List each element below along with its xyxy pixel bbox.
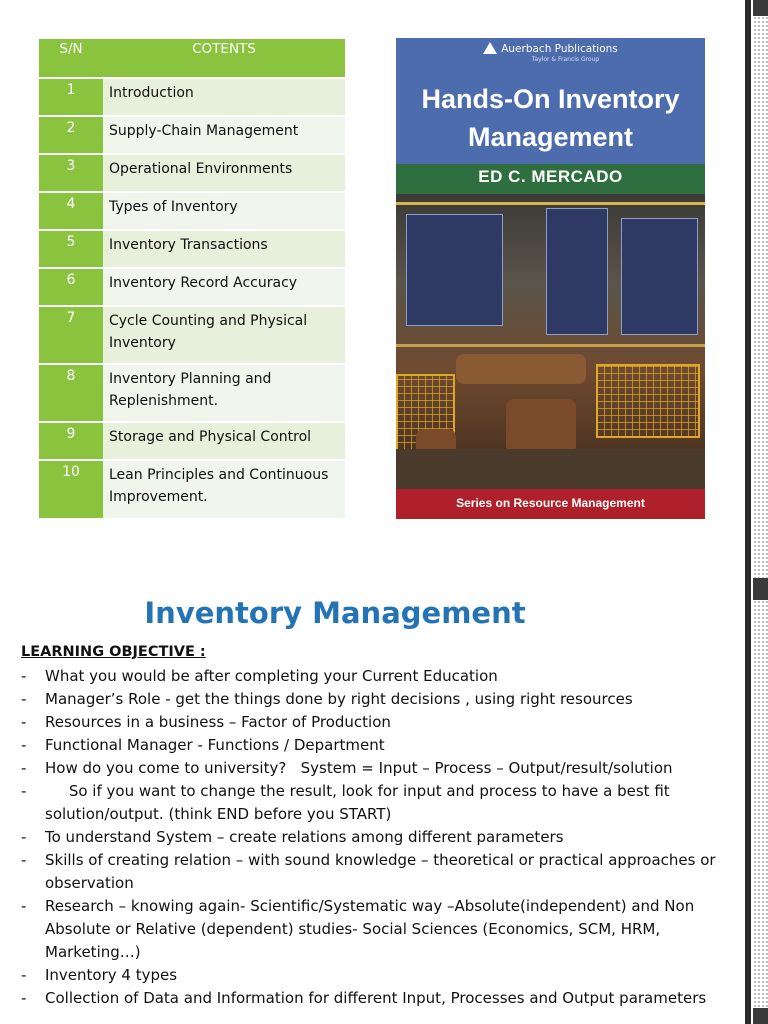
bullet-marker: -	[21, 989, 27, 1007]
list-item-text: Collection of Data and Information for different Input, Processes and Output parameters	[45, 989, 707, 1007]
bullet-marker: -	[21, 713, 27, 731]
warehouse-photo	[396, 194, 705, 489]
list-item	[21, 665, 726, 688]
publisher-label	[396, 42, 705, 63]
row-number: 6	[39, 268, 103, 306]
row-label: Inventory Planning and Replenishment.	[103, 364, 345, 422]
learning-objective-label: LEARNING OBJECTIVE :	[21, 644, 206, 660]
row-label: Types of Inventory	[103, 192, 345, 230]
header-sn: S/N	[39, 39, 103, 78]
edge-pattern	[753, 0, 768, 1024]
book-title-line2: Management	[467, 122, 634, 152]
list-item-text: How do you come to university? System = Input – Process – Output/result/solution	[45, 759, 673, 777]
list-item	[21, 895, 726, 964]
list-item-text: To understand System – create relations among different parameters	[45, 828, 564, 846]
row-label: Inventory Transactions	[103, 230, 345, 268]
table-row	[39, 192, 345, 230]
contents-table	[39, 39, 345, 518]
list-item-text: Skills of creating relation – with sound knowledge – theoretical or practical approaches or observation	[45, 851, 716, 892]
list-item	[21, 780, 726, 826]
row-number: 4	[39, 192, 103, 230]
photo-cage	[596, 364, 700, 438]
bullet-marker: -	[21, 966, 27, 984]
bullet-marker: -	[21, 897, 27, 915]
row-label: Inventory Record Accuracy	[103, 268, 345, 306]
table-row	[39, 422, 345, 460]
list-item-text: Resources in a business – Factor of Production	[45, 713, 391, 731]
bullet-marker: -	[21, 851, 27, 869]
list-item	[21, 688, 726, 711]
list-item	[21, 849, 726, 895]
list-item-text: Inventory 4 types	[45, 966, 178, 984]
list-item	[21, 711, 726, 734]
row-label: Supply-Chain Management	[103, 116, 345, 154]
list-item	[21, 964, 726, 987]
row-number: 10	[39, 460, 103, 518]
row-number: 3	[39, 154, 103, 192]
edge-block	[753, 578, 768, 600]
book-title	[396, 80, 705, 156]
table-row	[39, 306, 345, 364]
edge-line	[745, 0, 751, 1024]
bullet-marker: -	[21, 759, 27, 777]
bullet-marker: -	[21, 782, 27, 800]
series-band	[396, 489, 705, 519]
bullet-marker: -	[21, 690, 27, 708]
row-number: 9	[39, 422, 103, 460]
photo-machinery	[456, 354, 586, 384]
row-number: 8	[39, 364, 103, 422]
table-row	[39, 154, 345, 192]
list-item-text: So if you want to change the result, look for input and process to have a best fit solution/output. (think END before you START)	[45, 782, 675, 823]
edge-block	[753, 0, 768, 16]
photo-shelf	[546, 208, 608, 335]
header-contents: COTENTS	[103, 39, 345, 78]
table-row	[39, 116, 345, 154]
row-number: 5	[39, 230, 103, 268]
table-row	[39, 364, 345, 422]
table-row	[39, 268, 345, 306]
photo-beam	[396, 202, 705, 205]
list-item-text: Functional Manager - Functions / Department	[45, 736, 385, 754]
book-series: Series on Resource Management	[456, 496, 645, 510]
objective-list	[21, 665, 726, 1010]
right-edge-decoration	[742, 0, 768, 1024]
row-number: 2	[39, 116, 103, 154]
list-item	[21, 987, 726, 1010]
bullet-marker: -	[21, 667, 27, 685]
book-author: ED C. MERCADO	[478, 167, 623, 186]
row-label: Lean Principles and Continuous Improvement.	[103, 460, 345, 518]
publisher-subtitle: Taylor & Francis Group	[531, 56, 600, 63]
row-number: 7	[39, 306, 103, 364]
publisher-logo-icon	[483, 42, 497, 54]
table-row	[39, 460, 345, 518]
bullet-marker: -	[21, 736, 27, 754]
table-row	[39, 230, 345, 268]
photo-beam	[396, 344, 705, 347]
photo-shelf	[621, 218, 698, 335]
row-number: 1	[39, 78, 103, 116]
table-header-row	[39, 39, 345, 78]
list-item-text: What you would be after completing your Current Education	[45, 667, 498, 685]
photo-machinery	[506, 399, 576, 454]
row-label: Cycle Counting and Physical Inventory	[103, 306, 345, 364]
photo-floor	[396, 449, 705, 489]
edge-block	[753, 1008, 768, 1024]
row-label: Storage and Physical Control	[103, 422, 345, 460]
list-item-text: Research – knowing again- Scientific/Systematic way –Absolute(independent) and Non Absolute or Relative (dependent) studies- Social Sciences (Economics, SCM, HRM, Marketing…)	[45, 897, 695, 961]
book-title-line1: Hands-On Inventory	[421, 84, 680, 114]
list-item	[21, 826, 726, 849]
list-item	[21, 757, 726, 780]
table-row	[39, 78, 345, 116]
row-label: Introduction	[103, 78, 345, 116]
list-item	[21, 734, 726, 757]
book-cover	[396, 38, 705, 519]
author-band	[396, 164, 705, 194]
photo-shelf	[406, 214, 503, 326]
publisher-name: Auerbach Publications	[501, 43, 618, 55]
bullet-marker: -	[21, 828, 27, 846]
row-label: Operational Environments	[103, 154, 345, 192]
list-item-text: Manager’s Role - get the things done by right decisions , using right resources	[45, 690, 633, 708]
page-title: Inventory Management	[144, 596, 526, 630]
